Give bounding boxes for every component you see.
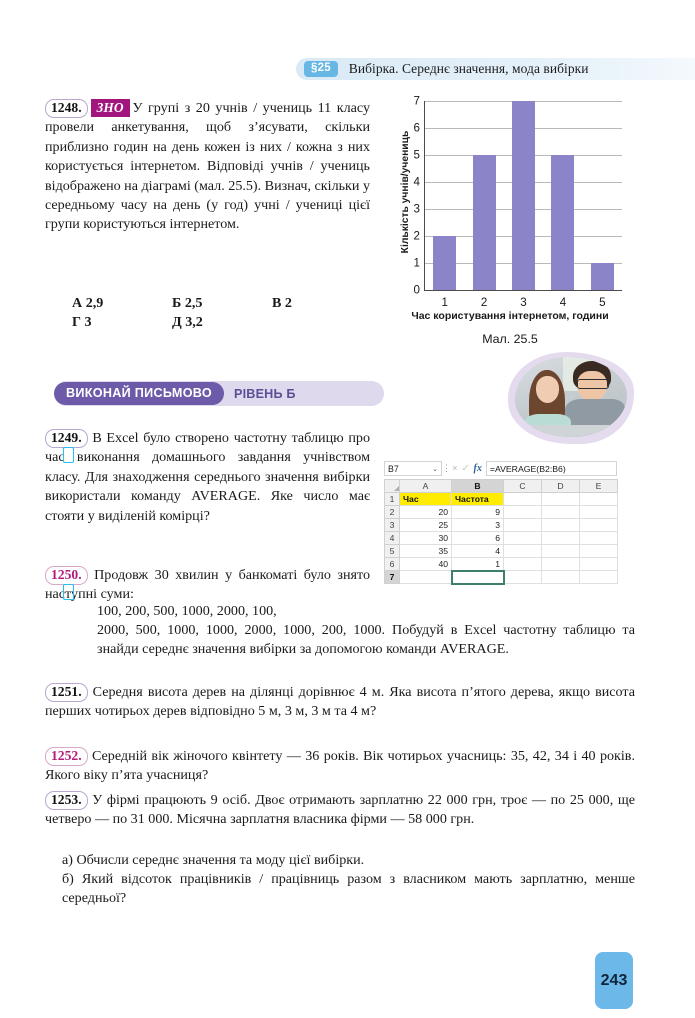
section-banner [54,381,384,406]
problem-1252-text: Середній вік жіночого квінтету — 36 років. Вік чотирьох учасниць: 35, 42, 34 і 40 років. Якого віку п’ята учасниця? [45,748,635,784]
excel-row [385,519,618,532]
excel-name-box[interactable] [384,461,442,476]
excel-row [385,571,618,584]
excel-column-header-d[interactable]: D [542,480,580,493]
excel-select-all-corner[interactable] [385,480,400,493]
excel-cell-c1[interactable] [504,493,542,506]
problem-1248 [45,99,370,235]
problem-1250-text-line1: Продовж 30 хвилин у банкоматі було знято наступні суми: [45,567,370,603]
chart-y-tick: 3 [413,202,420,216]
section-title: Вибірка. Середнє значення, мода вибірки [348,61,589,76]
chart-x-axis-label: Час користування інтернетом, години [411,310,609,322]
tablet-icon [63,447,74,463]
excel-cell-d4[interactable] [542,532,580,545]
chart-x-tick: 5 [599,296,606,309]
problem-number-1250: 1250. [45,566,88,585]
figure-caption: Мал. 25.5 [482,332,538,346]
excel-row-header-4[interactable]: 4 [385,532,400,545]
excel-row [385,506,618,519]
chart-y-axis-label: Кількість учнів/учениць [400,130,411,254]
problem-1248-answers [72,294,372,333]
excel-cell-a4[interactable]: 30 [400,532,452,545]
chart-x-tick: 1 [441,296,448,309]
tablet-icon [63,584,74,600]
problem-1251-text: Середня висота дерев на ділянці дорівнює 4 м. Яка висота п’ятого дерева, якщо висота перших чотирьох дерев відповідно 5 м, 3 м, 3 м та 4 м? [45,684,635,720]
problem-1253-sub-b-text: б) Який відсоток працівників / працівниць разом з власником мають зарплатню, менше середньої? [62,871,635,907]
problem-1250 [45,566,370,605]
problem-1251 [45,683,635,722]
problem-number-1248: 1248. [45,99,88,118]
problem-1248-text: У групі з 20 учнів / учениць 11 класу провели анкетування, щоб з’ясувати, скільки приблизно годин на день кожен із них / кожна з них користується інтернетом. Відповіді учнів / учениць відображено на діаграмі (мал. 25.5). Визнач, скільки у середньому часу на день (у год) учні / учениці цієї групи користуються інтернетом. [45,100,370,233]
chart-bar-slot [543,101,582,309]
banner-level-label: РІВЕНЬ Б [233,386,296,401]
decorative-photo-students [508,352,634,444]
excel-cell-b4[interactable]: 6 [452,532,504,545]
excel-cell-e1[interactable] [580,493,618,506]
excel-cell-e6[interactable] [580,558,618,571]
chart-x-tick: 3 [520,296,527,309]
excel-cell-a1[interactable]: Час [400,493,452,506]
answer-option-b: Б 2,5 [172,295,203,311]
problem-1253-sub-a-text: а) Обчисли середнє значення та моду цієї вибірки. [62,852,365,868]
excel-function-icon[interactable]: fx [473,463,482,474]
excel-row-header-6[interactable]: 6 [385,558,400,571]
chart-bar-slot [504,101,543,309]
excel-column-header-row [385,480,618,493]
problem-1250-continuation [97,621,635,660]
excel-menu-icon[interactable]: ⋮ [442,463,451,473]
excel-cell-e7[interactable] [580,571,618,584]
excel-cell-a3[interactable]: 25 [400,519,452,532]
problem-1250-amounts [97,602,372,621]
excel-cell-a7[interactable] [400,571,452,584]
running-head [296,58,695,80]
problem-number-1251: 1251. [45,683,88,702]
chart-y-tick: 2 [413,229,420,243]
excel-row-header-7[interactable]: 7 [385,571,400,584]
excel-cancel-icon[interactable]: × [452,463,458,474]
chart-x-tick: 2 [480,296,488,309]
banner-pill-label: ВИКОНАЙ ПИСЬМОВО [54,382,224,406]
excel-row-header-1[interactable]: 1 [385,493,400,506]
answer-option-d: Д 3,2 [172,314,203,331]
excel-row [385,532,618,545]
zno-badge: ЗНО [91,99,130,117]
excel-row [385,545,618,558]
excel-name-box-value: B7 [388,463,399,474]
excel-cell-b3[interactable]: 3 [452,519,504,532]
excel-cell-b2[interactable]: 9 [452,506,504,519]
page-number: 243 [595,952,633,1009]
problem-number-1253: 1253. [45,791,88,810]
excel-screenshot [384,460,617,585]
excel-cell-c7[interactable] [504,571,542,584]
problem-1250-text-line3: 2000, 500, 1000, 1000, 2000, 1000, 200, 1000. Побудуй в Excel частотну таблицю та знайди середнє значення вибірки за допомогою команди AVERAGE. [97,622,635,658]
section-number: §25 [304,61,338,78]
excel-cell-e5[interactable] [580,545,618,558]
problem-number-1249: 1249. [45,429,88,448]
chart-y-tick: 0 [413,283,420,297]
problem-number-1252: 1252. [45,747,88,766]
answer-option-h: Г 3 [72,314,92,331]
bar-chart [386,94,634,322]
chart-bar-slot [583,101,622,309]
excel-cell-a6[interactable]: 40 [400,558,452,571]
chart-bar [473,155,496,290]
chart-plot-area [413,94,622,309]
excel-row [385,493,618,506]
excel-cell-b1[interactable]: Частота [452,493,504,506]
excel-row-header-3[interactable]: 3 [385,519,400,532]
chart-x-tick: 4 [559,296,567,309]
chart-y-tick: 1 [413,256,420,270]
excel-formula-bar [384,460,617,477]
excel-cell-d5[interactable] [542,545,580,558]
excel-row [385,558,618,571]
excel-cell-a2[interactable]: 20 [400,506,452,519]
excel-cell-b7[interactable] [452,571,504,584]
excel-formula-input[interactable] [486,461,617,476]
chart-bar [551,155,574,290]
chart-bar [433,236,456,290]
excel-cell-c5[interactable] [504,545,542,558]
excel-cell-d3[interactable] [542,519,580,532]
excel-cell-c3[interactable] [504,519,542,532]
chart-bar [512,101,535,290]
excel-cell-e4[interactable] [580,532,618,545]
excel-cell-e3[interactable] [580,519,618,532]
excel-column-header-e[interactable]: E [580,480,618,493]
excel-cell-d7[interactable] [542,571,580,584]
chart-y-tick: 5 [413,148,420,162]
excel-row-header-5[interactable]: 5 [385,545,400,558]
problem-1250-text-line2: 100, 200, 500, 1000, 2000, 100, [97,603,277,619]
excel-grid[interactable] [384,479,618,585]
chart-bars [425,101,622,309]
chevron-down-icon[interactable]: ⌄ [432,465,438,473]
chart-y-tick: 6 [413,121,420,135]
excel-cell-c6[interactable] [504,558,542,571]
excel-cell-d6[interactable] [542,558,580,571]
answer-option-v: В 2 [272,295,292,311]
problem-1249 [45,429,370,526]
chart-y-tick: 4 [413,175,420,189]
excel-cell-c2[interactable] [504,506,542,519]
excel-cell-e2[interactable] [580,506,618,519]
excel-confirm-icon[interactable]: ✓ [461,463,470,474]
problem-1253-sub-a [62,851,635,870]
excel-cell-d2[interactable] [542,506,580,519]
excel-cell-d1[interactable] [542,493,580,506]
problem-1253-sub-b [62,870,635,909]
excel-column-header-a[interactable]: A [400,480,452,493]
excel-column-header-b[interactable]: B [452,480,504,493]
excel-formula-value: =AVERAGE(B2:B6) [489,463,566,474]
chart-bar [591,263,614,290]
excel-cell-b6[interactable]: 1 [452,558,504,571]
excel-cell-c4[interactable] [504,532,542,545]
problem-1253-text: У фірмі працюють 9 осіб. Двоє отримають зарплатню 22 000 грн, троє — по 25 000, ще четверо — по 31 000. Місячна зарплатня власника фірми — 58 000 грн. [45,792,635,828]
problem-1252 [45,747,635,786]
excel-cell-a5[interactable]: 35 [400,545,452,558]
chart-bar-slot [464,101,503,309]
chart-bar-slot [425,101,464,309]
excel-column-header-c[interactable]: C [504,480,542,493]
excel-row-header-2[interactable]: 2 [385,506,400,519]
problem-1253 [45,791,635,830]
answer-option-a: А 2,9 [72,295,104,311]
problem-1249-text: В Excel було створено частотну таблицю про час виконання домашнього завдання учнівством класу. Для знаходження середнього значення вибірки використали команду AVERAGE. Яке число має стояти у виділеній комірці? [45,430,370,524]
chart-y-tick: 7 [413,94,420,108]
excel-cell-b5[interactable]: 4 [452,545,504,558]
